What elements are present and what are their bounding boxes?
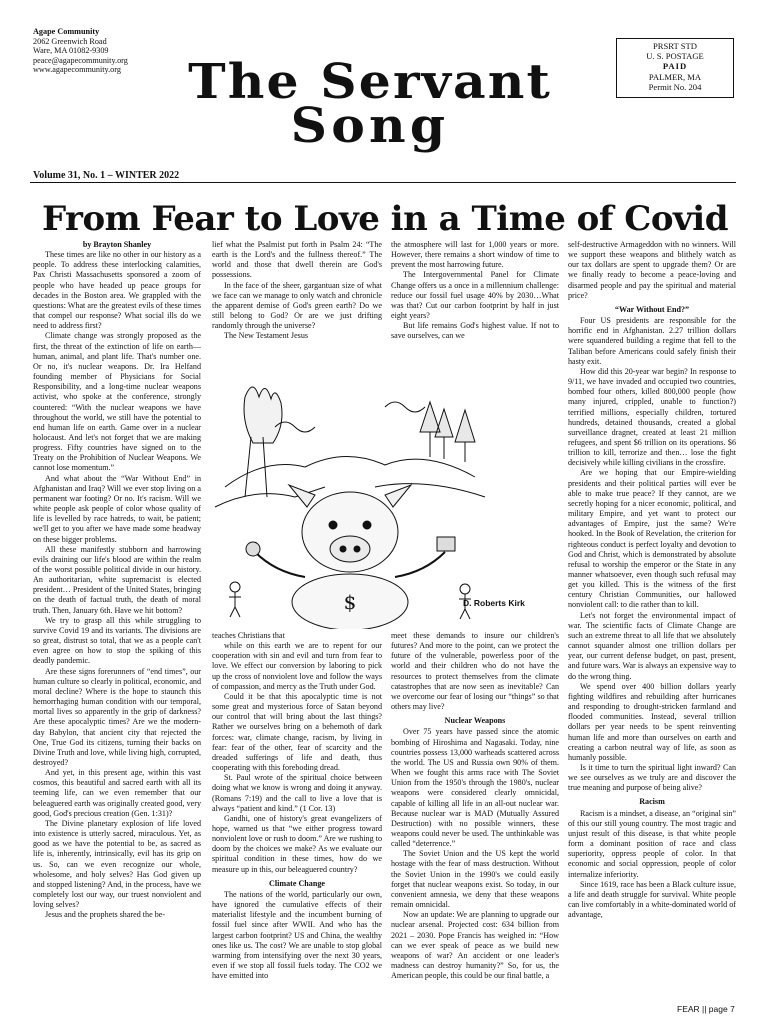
issue-line: Volume 31, No. 1 – WINTER 2022 [33, 170, 180, 181]
address-city: Ware, MA 01082-9309 [33, 46, 109, 56]
subheading-war-without-end: “War Without End?” [614, 304, 690, 314]
paragraph: meet these demands to insure our children's futures? And more to the point, can we protect the future of the vulnerable, powerless poor of the world and their children who do not have the resources to protect themselves from the climate catastrophes that are now seen as inevitable? Can we overcome our fear of losing our “things” so that others may live? [391, 631, 559, 712]
paragraph: And yet, in this present age, within this vast cosmos, this beautiful and sacred earth with all its teeming life, can we even remember that our beleaguered earth was originally created good, very good, God's precious creation (Gen. 1:31)? [33, 768, 201, 818]
paragraph: self-destructive Armageddon with no winners. Will we support these weapons and blithely watch as our tax dollars are spent to upgrade them? Or are we finally ready to become a peace-loving and disarmed people and pay the spiritual and material price? [568, 240, 736, 300]
pig-cartoon-illustration [205, 337, 495, 629]
subheading-racism: Racism [639, 797, 665, 807]
col3-bottom-paragraphs [391, 631, 559, 712]
paragraph: Is it time to turn the spiritual light inward? Can we see ourselves as we truly are and discover the true meaning and purpose of being alive? [568, 762, 736, 793]
paragraph: The New Testament Jesus [224, 331, 309, 341]
address-org: Agape Community [33, 27, 100, 36]
article-column-1 [33, 240, 201, 920]
paragraph: The Soviet Union and the US kept the world hostage with the fear of mass destruction. Without the Soviet Union in the 1990's we could easily forget that nuclear weapons exist. So today, in our convenient amnesia, we deny that these weapons remain omnicidal. [391, 849, 559, 910]
col4-after1-paragraphs [568, 316, 736, 793]
article-column-4 [568, 240, 736, 920]
postage-line-2: U. S. POSTAGE [646, 51, 704, 62]
subheading-climate-change: Climate Change [269, 878, 325, 888]
subheading-nuclear-weapons: Nuclear Weapons [444, 716, 506, 726]
col1-paragraphs [33, 250, 201, 920]
paragraph: The nations of the world, particularly our own, have ignored the cumulative effects of their materialist lifestyle and the incumbent burning of fossil fuel since after WWII. And who has the largest carbon footprint? US and China, the wealthy ones like us. The cost? We are unable to stop global warming from intensifying over the next 30 years, even if we stop all fossil fuels today. The CO2 we have emitted into [212, 889, 382, 981]
paragraph: Now an update: We are planning to upgrade our nuclear arsenal. Projected cost: 634 billion from 2021 – 2030. Pope Francis has weighed in: “How can we ever speak of peace as we build new weapons of war? An accident or one leader's madness can destroy humanity?” So, for us, the American people, this could be our final battle, a [391, 910, 559, 981]
paragraph: Since 1619, race has been a Black culture issue, a life and death struggle for survival. White people can live comfortably in a white-dominated world of advantage, [568, 879, 736, 920]
paragraph: Let's not forget the environmental impact of war. The scientific facts of Climate Change are such an extreme threat to all life that we absolutely cannot squander almost one trillion dollars per year, our current defense budget, on past, present, and future wars. War is always an expensive way to do the wrong thing. [568, 610, 736, 681]
byline: by Brayton Shanley [82, 240, 152, 249]
article-column-3-bottom [391, 631, 559, 981]
address-street: 2062 Greenwich Road [33, 36, 107, 46]
col3-after-paragraphs [391, 727, 559, 981]
postage-line-5: Permit No. 204 [648, 81, 702, 92]
masthead-line-1: The Servant [188, 54, 552, 110]
return-address [33, 27, 128, 75]
paragraph: St. Paul wrote of the spiritual choice between doing what we know is wrong and doing it anyway. (Romans 7:19) and the call to live a love that is always “patient and kind.” (1 Cor. 13) [212, 773, 382, 813]
paragraph: lief what the Psalmist put forth in Psalm 24: “The earth is the Lord's and the fullness thereof.” The world and those that dwell therein are God's possessions. [212, 240, 382, 280]
header-divider [30, 182, 736, 183]
paragraph: Gandhi, one of history's great evangelizers of hope, warned us that “we either progress toward nonviolent love or rush to doom.” Are we rushing to doom by the choices we make? As we evaluate our spiritual condition in these times, how do we measure up in this, our beleaguered country? [212, 813, 382, 874]
paragraph: We try to grasp all this while struggling to survive Covid 19 and its variants. The divisions are so great, distrust so total, that we as a people can't even agree on how to stop the spiking of this deadly pandemic. [33, 615, 201, 666]
col4-after2-paragraphs [568, 809, 736, 921]
paragraph: All these manifestly stubborn and harrowing evils draining our life's blood are within the realm of the worst possible political divide in our history. An authoritarian, white supremacist is elected president… President of the United States, bringing on the death of factual truth, the death of moral truth. Then, January 6th. Have we hit bottom? [33, 544, 201, 615]
paragraph: the atmosphere will last for 1,000 years or more. However, there remains a short window of time to prevent the most harrowing future. [391, 240, 559, 270]
paragraph: while on this earth we are to repent for our cooperation with sin and evil and turn from fear to love. We effect our conversion by laboring to pick up the cross of nonviolent love and follow the ways of compassion, and mercy as the Truth under God. [212, 641, 382, 691]
paragraph: Jesus and the prophets shared the be- [45, 910, 166, 920]
postage-line-1: PRSRT STD [653, 41, 697, 51]
paragraph: How did this 20-year war begin? In response to 9/11, we have invaded and occupied two countries, bombed four others, killed 800,000 people (how many injured, crippled, unable to function?) terrified millions, especially children, tortured hundreds, detained thousands, created a global surveillance dragnet, created at least 21 million refugees, and spent $6 trillion on its operations. $6 trillion to kill, terrorize and then… lose the fight decisively while killing civilians in the crossfire. [568, 366, 736, 468]
article-column-2-bottom [212, 631, 382, 981]
postage-line-4: PALMER, MA [648, 71, 702, 82]
postage-indicia [616, 38, 734, 98]
paragraph: The Divine planetary explosion of life loved into existence is utterly sacred, miraculous. Yet, as good as we have the potential to be, as sacred as life is, inherently, intrinsically, evil has its grip on us. So, can we even recognize our whole, wholesome, and holy selves? Has God given up and stopped listening? And, in the process, have we completely lost our way, our truest nonviolent and loving selves? [33, 818, 201, 910]
svg-text:$: $ [343, 590, 357, 614]
cartoon-credit: D. Roberts Kirk [463, 598, 525, 608]
paragraph: Four US presidents are responsible for the horrific end in Afghanistan. 2.27 trillion dollars were squandered building a regime that fell to the Taliban before Americans could safely finish their hasty exit. [568, 316, 736, 366]
paragraph: And what about the “War Without End” in Afghanistan and Iraq? Will we ever stop living on a permanent war footing? Or no. It's racism. Will we white people ask people of color whose quality of life is levelled by race hatreds, to wait, be patient; we'll get to you after we have made some headway on these bigger problems. [33, 473, 201, 544]
paragraph: Are we hoping that our Empire-wielding presidents and their political parties will ever be able to make true peace? If they cannot, are we secretly hoping for a nicer economic, political, and military Empire, and yet want to protect our advantages of Empire, just the same? We're hooked. In the Book of Revelation, the criterion for righteous conduct is perfect loyalty and devotion to God and Christ, which is demonstrated by absolute refusal to worship the emperor or the State in any manner whatsoever, even though such refusal may get you killed. This is the witness of the first century Christian Communities, our hallowed nonviolent call: to die rather than to kill. [568, 468, 736, 610]
page-footer: FEAR || page 7 [677, 1004, 735, 1014]
paragraph: In the face of the sheer, gargantuan size of what we face can we manage to only watch and chronicle the apparent demise of God's green earth? Do we still belong to God? Or are we just drifting randomly through the universe? [212, 280, 382, 331]
paragraph: We spend over 400 billion dollars yearly fighting wildfires and rebuilding after hurricanes and responding to drought-stricken farmland and flooded communities. Instead, several trillion dollars per year needs to be spent reinventing human life and more than ourselves on earth and creating a carbon neutral way of life, as soon as humanly possible. [568, 681, 736, 762]
paragraph: These times are like no other in our history as a people. To address these interlocking calamities, Pax Christi Massachusetts sponsored a zoom of people who have headed up peace groups for decades in the Boston area. We grappled with the questions: What are the greatest evils of these times that compel our response? What social ills do we need to address first? [33, 250, 201, 331]
address-web[interactable]: www.agapecommunity.org [33, 65, 121, 75]
paragraph: Over 75 years have passed since the atomic bombing of Hiroshima and Nagasaki. Today, nine countries possess 13,000 warheads scattered across the world. The US and Russia own 90% of them. When we fought this arms race with The Soviet Union from the 1950's through the 1980's, nuclear weapons were considered clearly omnicidal, capable of killing all life in an all-out nuclear war. Because nuclear war is MAD (Mutually Assured Destruction) with no possible winners, these weapons could never be used. The unthinkable was called “deterrence.” [391, 727, 559, 849]
col4-paragraphs [568, 240, 736, 301]
masthead-line-2: Song [290, 98, 450, 154]
paragraph: Racism is a mindset, a disease, an “original sin” of this our still young country. The most tragic and unjust result of this disease, is that white people form a dominant position of race and class superiority, oppress people of color. In that economic and social oppression, people of color internalize inferiority. [568, 808, 736, 879]
article-column-3-top [391, 240, 559, 342]
paragraph: teaches Christians that [212, 631, 285, 640]
paragraph: The Intergovernmental Panel for Climate Change offers us a once in a millennium challenge: reduce our fossil fuel usage 40% by 2030…What was that? Cut our carbon footprint by half in just eight years? [391, 270, 559, 321]
masthead-title [150, 54, 591, 154]
col3-top-paragraphs [391, 240, 559, 342]
col2-bottom-paragraphs [212, 631, 382, 875]
paragraph: Climate change was strongly proposed as the first, the threat of the extinction of life on earth—human, animal, and plant life. That's number one. Or no, it's nuclear weapons. Dr. Ira Helfand founding member of Physicians for Social Responsibility, and a long-time nuclear weapons activist, who spoke at the conference, strongly countered: “With the nuclear weapons we have throughout the world, we still have the potential to end human life on earth. Game over in a nuclear holocaust. And let's not forget that we are making progress. Fifty countries have signed on to the Treaty on the Prohibition of Nuclear Weapons. We cannot lose momentum.” [33, 331, 201, 473]
postage-line-3: PAID [662, 61, 688, 72]
paragraph: Are these signs forerunners of “end times”, our human culture so clearly in political, economic, and moral decline? Where is the hope to staunch this hemorrhaging human condition with our temporal, mortal lives so apparently in the grip of darkness? Are these apocalyptic times? Are we the modern-day Babylon, that ancient city that rejected the One, True God its citizens, turning their backs on Divine Truth and love, while living high, corrupted, destroyed? [33, 666, 201, 767]
paragraph: Could it be that this apocalyptic time is not some great and mysterious force of Satan beyond our control that will bring about the last things? Rather we ourselves bring on a behemoth of dark forces: war, climate change, racism, by living in fear: fear of the other, fear of scarcity and the dreaded sufferings of life and death, thus cooperating with this foreboding dread. [212, 691, 382, 773]
article-column-2-top [212, 240, 382, 342]
address-email[interactable]: peace@agapecommunity.org [33, 55, 128, 65]
article-headline: From Fear to Love in a Time of Covid [42, 199, 728, 239]
paragraph: But life remains God's highest value. If not to save ourselves, can we [391, 321, 559, 341]
